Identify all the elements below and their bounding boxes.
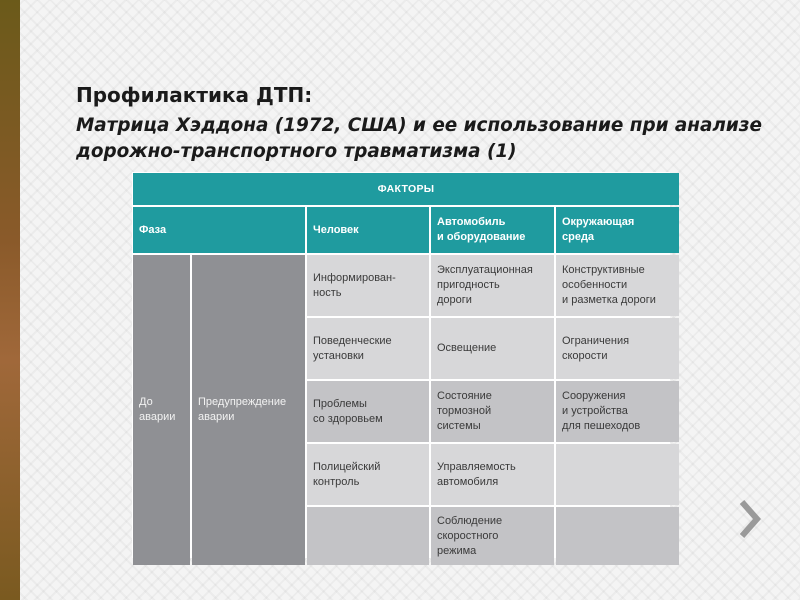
cell-environment-5 (556, 507, 679, 565)
haddon-matrix-table (132, 172, 670, 558)
cell-environment-2: Ограничения скорости (556, 318, 679, 379)
cell-human-5 (307, 507, 429, 565)
cell-human-1: Информирован- ность (307, 255, 429, 316)
cell-human-3: Проблемы со здоровьем (307, 381, 429, 442)
cell-vehicle-2: Освещение (431, 318, 554, 379)
phase-before-crash: До аварии (133, 255, 190, 565)
cell-vehicle-5: Соблюдение скоростного режима (431, 507, 554, 565)
header-environment: Окружающая среда (556, 207, 679, 253)
cell-vehicle-1: Эксплуатационная пригодность дороги (431, 255, 554, 316)
slide-title (76, 82, 791, 165)
cell-vehicle-3: Состояние тормозной системы (431, 381, 554, 442)
title-subtitle: Матрица Хэддона (1972, США) и ее использование при анализе дорожно-транспортного травматизма (1) (76, 115, 762, 162)
cell-environment-3: Сооружения и устройства для пешеходов (556, 381, 679, 442)
cell-human-2: Поведенческие установки (307, 318, 429, 379)
chevron-right-icon[interactable] (737, 497, 763, 541)
decorative-side-bar (0, 0, 20, 600)
title-main: Профилактика ДТП: (76, 83, 313, 107)
cell-vehicle-4: Управляемость автомобиля (431, 444, 554, 505)
cell-environment-1: Конструктивные особенности и разметка дороги (556, 255, 679, 316)
header-human: Человек (307, 207, 429, 253)
cell-environment-4 (556, 444, 679, 505)
header-factors: ФАКТОРЫ (133, 173, 679, 205)
header-phase: Фаза (133, 207, 305, 253)
phase-crash-prevention: Предупреждение аварии (192, 255, 305, 565)
header-vehicle: Автомобиль и оборудование (431, 207, 554, 253)
cell-human-4: Полицейский контроль (307, 444, 429, 505)
